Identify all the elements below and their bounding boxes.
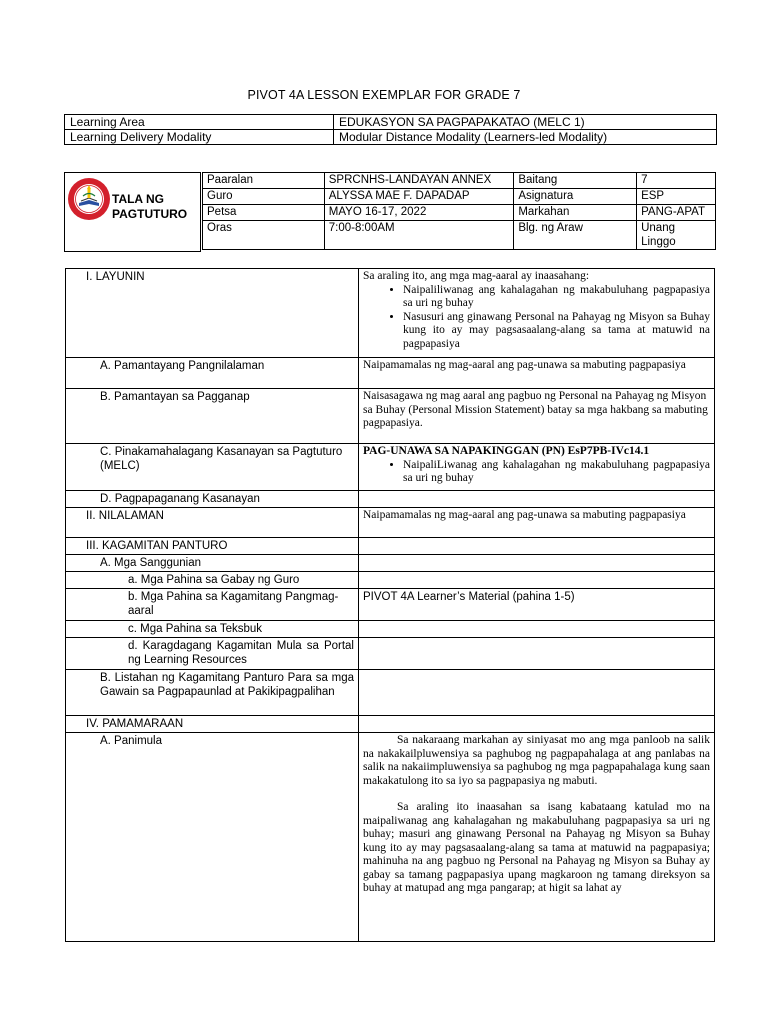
pamantayang-pangnilalaman-value: Naipamamalas ng mag-aaral ang pag-unawa sa mabuting pagpapasiya: [359, 358, 715, 389]
portal-lr-cell: [66, 638, 359, 670]
sanggunian-value: [359, 555, 715, 572]
kagamitan-label: III. KAGAMITAN PANTURO: [86, 540, 228, 552]
tala-line-1: TALA NG: [112, 192, 164, 206]
blg-araw-value: Unang Linggo: [637, 221, 716, 250]
oras-label: Oras: [203, 221, 325, 250]
asignatura-label: Asignatura: [514, 189, 637, 205]
list-item: • Nasusuri ang ginawang Personal na Pahayag ng Misyon sa Buhay kung ito ay may pagsasaalang-alang sa tama at matuwid na pagpapasiya: [403, 311, 710, 352]
table-row: [203, 221, 716, 250]
baitang-value: 7: [637, 173, 716, 189]
kagamitang-pangmag-aaral-value: PIVOT 4A Learner’s Material (pahina 1-5): [359, 589, 715, 621]
sanggunian-label: A. Mga Sanggunian: [100, 557, 202, 569]
school-seal-icon: [67, 177, 111, 221]
gabay-guro-cell: [66, 572, 359, 589]
nilalaman-cell: [66, 508, 359, 538]
teksbuk-label: c. Mga Pahina sa Teksbuk: [128, 623, 263, 635]
nilalaman-value: Naipamamalas ng mag-aaral ang pag-unawa sa mabuting pagpapasiya: [359, 508, 715, 538]
table-row: [203, 189, 716, 205]
pamantayang-pangnilalaman-cell: [66, 358, 359, 389]
melc-code: PAG-UNAWA SA NAPAKINGGAN (PN) EsP7PB-IVc14.1: [363, 445, 650, 457]
page-title: PIVOT 4A LESSON EXEMPLAR FOR GRADE 7: [247, 88, 521, 102]
blg-araw-label: Blg. ng Araw: [514, 221, 637, 250]
listahan-cell: [66, 670, 359, 716]
tala-label: [112, 192, 187, 222]
panimula-paragraph-2: Sa araling ito inaasahan sa isang kabataang katulad mo na maipaliwanag ang kahalagahan ng makabuluhang pagpapasiya sa uri ng buhay; masuri ang ginawang Personal na Pahayag ng Misyon sa Buhay kung ito ay may pagsasaalang-alang sa tama at matuwid na pagpapasiya; mahinuha na ang pagbuo ng Personal na Pahayag ng Misyon sa Buhay ay gabay sa tamang pagpapasiya upang magkaroon ng tamang direksyon sa buhay at matupad ang mga pangarap; at higit sa lahat ay: [363, 801, 710, 894]
panimula-cell: [66, 733, 359, 942]
sanggunian-cell: [66, 555, 359, 572]
delivery-modality-value: Modular Distance Modality (Learners-led Modality): [334, 130, 717, 145]
portal-lr-value: [359, 638, 715, 670]
lesson-plan-table: [65, 268, 715, 942]
table-row: [66, 638, 715, 670]
layunin-intro: Sa araling ito, ang mga mag-aaral ay inaasahang:: [363, 270, 590, 282]
paaralan-label: Paaralan: [203, 173, 325, 189]
markahan-value: PANG-APAT: [637, 205, 716, 221]
table-row: [66, 358, 715, 389]
learning-area-label: Learning Area: [65, 115, 334, 130]
markahan-label: Markahan: [514, 205, 637, 221]
listahan-value: [359, 670, 715, 716]
pagpapaganang-cell: [66, 491, 359, 508]
asignatura-value: ESP: [637, 189, 716, 205]
table-row: [65, 115, 717, 130]
learning-info-table: [64, 114, 717, 145]
layunin-list: [363, 284, 710, 352]
table-row: [66, 716, 715, 733]
table-row: [66, 538, 715, 555]
table-row: [66, 269, 715, 358]
table-row: [66, 621, 715, 638]
layunin-cell: [66, 269, 359, 358]
school-info-table: [202, 172, 716, 250]
table-row: [65, 130, 717, 145]
kagamitan-value: [359, 538, 715, 555]
tala-ng-pagtuturo-box: [64, 172, 201, 252]
table-row: [66, 491, 715, 508]
layunin-content: [359, 269, 715, 358]
kagamitan-cell: [66, 538, 359, 555]
melc-list: [363, 459, 710, 486]
table-row: [66, 555, 715, 572]
table-row: [203, 173, 716, 189]
teksbuk-cell: [66, 621, 359, 638]
guro-value: ALYSSA MAE F. DAPADAP: [324, 189, 514, 205]
guro-label: Guro: [203, 189, 325, 205]
pamamaraan-cell: [66, 716, 359, 733]
listahan-label: B. Listahan ng Kagamitang Panturo Para sa mga Gawain sa Pagpapaunlad at Pakikipagpalihan: [100, 672, 354, 698]
panimula-content: [359, 733, 715, 942]
table-row: [66, 572, 715, 589]
list-item: • Naipaliliwanag ang kahalagahan ng makabuluhang pagpapasiya sa uri ng buhay: [403, 284, 710, 311]
pamantayan-pagganap-value: Naisasagawa ng mag aaral ang pagbuo ng Personal na Pahayag ng Misyon sa Buhay (Personal Mission Statement) batay sa mga hakbang sa mabuting pagpapasiya.: [359, 389, 715, 444]
table-row: [66, 444, 715, 491]
nilalaman-label: II. NILALAMAN: [86, 510, 164, 522]
petsa-value: MAYO 16-17, 2022: [324, 205, 514, 221]
pagpapaganang-label: D. Pagpapaganang Kasanayan: [100, 493, 260, 505]
pamantayang-pangnilalaman-label: A. Pamantayang Pangnilalaman: [100, 360, 265, 372]
baitang-label: Baitang: [514, 173, 637, 189]
melc-label: C. Pinakamahalagang Kasanayan sa Pagtuturo (MELC): [100, 446, 343, 472]
gabay-guro-label: a. Mga Pahina sa Gabay ng Guro: [128, 574, 300, 586]
gabay-guro-value: [359, 572, 715, 589]
table-row: [66, 389, 715, 444]
pamantayan-pagganap-cell: [66, 389, 359, 444]
pamantayan-pagganap-label: B. Pamantayan sa Pagganap: [100, 391, 250, 403]
pagpapaganang-value: [359, 491, 715, 508]
layunin-label: I. LAYUNIN: [86, 271, 145, 283]
melc-content: [359, 444, 715, 491]
panimula-label: A. Panimula: [100, 735, 163, 747]
table-row: [66, 508, 715, 538]
teksbuk-value: [359, 621, 715, 638]
kagamitang-pangmag-aaral-label: b. Mga Pahina sa Kagamitang Pangmag-aaral: [128, 591, 339, 617]
pamamaraan-label: IV. PAMAMARAAN: [86, 718, 184, 730]
delivery-modality-label: Learning Delivery Modality: [65, 130, 334, 145]
pamamaraan-value: [359, 716, 715, 733]
oras-value: 7:00-8:00AM: [324, 221, 514, 250]
melc-cell: [66, 444, 359, 491]
paaralan-value: SPRCNHS-LANDAYAN ANNEX: [324, 173, 514, 189]
tala-line-2: PAGTUTURO: [112, 207, 188, 221]
table-row: [66, 589, 715, 621]
table-row: [203, 205, 716, 221]
kagamitang-pangmag-aaral-cell: [66, 589, 359, 621]
table-row: [66, 733, 715, 942]
list-item: • NaipaliLiwanag ang kahalagahan ng makabuluhang pagpapasiya sa uri ng buhay: [403, 459, 710, 486]
portal-lr-label: d. Karagdagang Kagamitan Mula sa Portal ng Learning Resources: [128, 640, 354, 666]
table-row: [66, 670, 715, 716]
panimula-paragraph-1: Sa nakaraang markahan ay siniyasat mo ang mga panloob na salik na nakakailpluwensiya sa paghubog ng pagpapahalaga at ang panlabas na salik na nakaiimpluwensiya sa paghubog ng mga pagpapahalaga kung saan makakatulong ito sa iyo sa pagpapasiya ng mabuti.: [363, 734, 710, 787]
learning-area-value: EDUKASYON SA PAGPAPAKATAO (MELC 1): [334, 115, 717, 130]
petsa-label: Petsa: [203, 205, 325, 221]
